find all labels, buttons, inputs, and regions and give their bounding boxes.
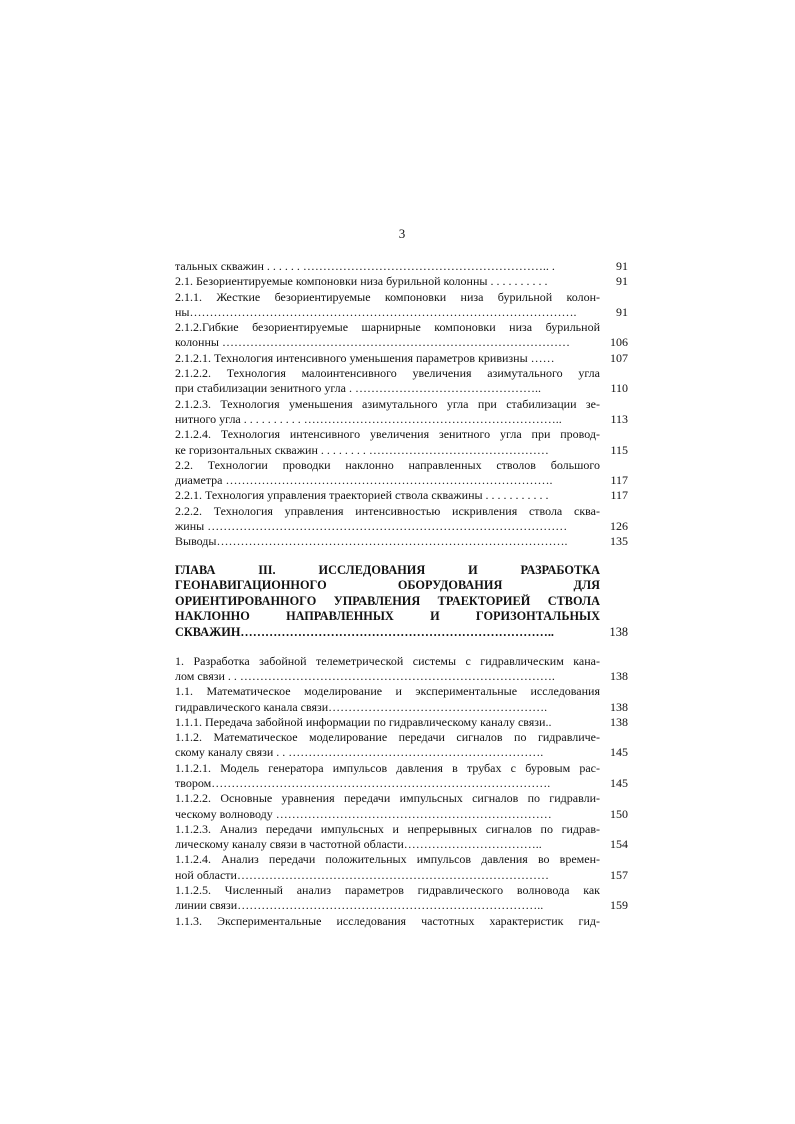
toc-entry-line <box>175 761 630 776</box>
toc-entry-line <box>175 868 630 883</box>
toc-entry-page: 91 <box>616 259 628 273</box>
toc-entry-text: 1.1.2.2. Основные уравнения передачи импульсных сигналов по гидравли- <box>175 791 600 806</box>
toc-entry-page: 113 <box>610 411 628 426</box>
toc-section-a <box>175 259 630 550</box>
toc-entry-text: 1.1. Математическое моделирование и экспериментальные исследования <box>175 684 600 699</box>
toc-entry-page: 138 <box>610 668 628 683</box>
page-number: 3 <box>398 226 406 241</box>
chapter-heading <box>175 563 630 641</box>
toc-entry-line <box>175 715 630 730</box>
toc-entry-text: колонны …………………………………………………………………………… <box>175 335 570 350</box>
toc-entry-line <box>175 274 630 289</box>
toc-entry-line <box>175 534 630 549</box>
toc-entry-line <box>175 776 630 791</box>
toc-entry-page: 138 <box>610 714 628 729</box>
toc-entry-line <box>175 443 630 458</box>
toc-entry-page: 126 <box>610 519 628 534</box>
toc-entry-text: 2.2.2. Технология управления интенсивностью искривления ствола сква- <box>175 503 600 518</box>
toc-entry-text: ке горизонтальных скважин . . . . . . . . ……………………………………… <box>175 442 549 457</box>
toc-entry-text: 1.1.1. Передача забойной информации по гидравлическому каналу связи.. <box>175 714 552 729</box>
toc-entry-line <box>175 504 630 519</box>
chapter-title-last-line <box>175 625 630 641</box>
toc-entry-text: 1.1.2.1. Модель генератора импульсов давления в трубах с буровым рас- <box>175 760 600 775</box>
toc-entry-line <box>175 684 630 699</box>
toc-entry-text: линии связи………………………………………………………………….. <box>175 898 544 913</box>
toc-entry-page: 159 <box>610 898 628 913</box>
toc-entry-line <box>175 745 630 760</box>
toc-entry-line <box>175 807 630 822</box>
toc-entry-text: 2.2.1. Технология управления траекторией ствола скважины . . . . . . . . . . . <box>175 488 549 503</box>
toc-entry-line <box>175 305 630 320</box>
chapter-title-line: ОРИЕНТИРОВАННОГО УПРАВЛЕНИЯ ТРАЕКТОРИЕЙ СТВОЛА <box>175 593 600 608</box>
toc-entry-text: 2.1. Безориентируемые компоновки низа бурильной колонны . . . . . . . . . . <box>175 274 548 289</box>
toc-entry-text: жины ……………………………………………………………………………… <box>175 519 568 534</box>
toc-entry-page: 138 <box>610 699 628 714</box>
toc-entry-text: 2.2. Технологии проводки наклонно направленных стволов большого <box>175 457 600 472</box>
toc-entry-line <box>175 488 630 503</box>
chapter-title-line: ГЕОНАВИГАЦИОННОГО ОБОРУДОВАНИЯ ДЛЯ <box>175 578 600 593</box>
toc-entry-text: Выводы……………………………………………………………………………. <box>175 534 568 549</box>
toc-entry-page: 115 <box>610 442 628 457</box>
toc-entry-text: 1.1.2.5. Численный анализ параметров гидравлического волновода как <box>175 883 600 898</box>
toc-entry-line <box>175 290 630 305</box>
toc-entry-page: 91 <box>616 274 628 289</box>
toc-entry-text: 1.1.3. Экспериментальные исследования частотных характеристик гид- <box>175 913 600 928</box>
toc-entry-line <box>175 397 630 412</box>
toc-entry-line <box>175 730 630 745</box>
toc-entry-page: 106 <box>610 335 628 350</box>
toc-entry-line <box>175 427 630 442</box>
toc-entry-text: нитного угла . . . . . . . . . . ……………………………………………………….. <box>175 411 562 426</box>
toc-entry-line <box>175 822 630 837</box>
toc-entry-page: 145 <box>610 775 628 790</box>
toc-entry-text: 1.1.2.4. Анализ передачи положительных импульсов давления во времен- <box>175 852 600 867</box>
toc-entry-page: 117 <box>610 473 628 488</box>
toc-entry-text: при стабилизации зенитного угла . ……………………………………….. <box>175 381 541 396</box>
toc-entry-line <box>175 351 630 366</box>
toc-entry-line <box>175 837 630 852</box>
toc-entry-text: 2.1.2.2. Технология малоинтенсивного увеличения азимутального угла <box>175 366 600 381</box>
chapter-title-line: НАКЛОННО НАПРАВЛЕННЫХ И ГОРИЗОНТАЛЬНЫХ <box>175 609 600 624</box>
toc-entry-text: ной области…………………………………………………………………… <box>175 867 549 882</box>
toc-entry-text: диаметра ………………………………………………………………………. <box>175 473 553 488</box>
toc-entry-text: гидравлического канала связи………………………………………………. <box>175 699 548 714</box>
toc-entry-text: скому каналу связи . . ………………………………………………………. <box>175 745 544 760</box>
toc-entry-text: 2.1.2.Гибкие безориентируемые шарнирные компоновки низа бурильной <box>175 320 600 335</box>
toc-entry-text: 1.1.2. Математическое моделирование передачи сигналов по гидравличе- <box>175 730 600 745</box>
toc-entry-text: тальных скважин . . . . . . …………………………………………………….. . <box>175 259 555 273</box>
toc-entry-text: твором…………………………………………………………………………. <box>175 775 551 790</box>
toc-entry-text: лическому каналу связи в частотной области…………………………….. <box>175 837 542 852</box>
toc-entry-line <box>175 898 630 913</box>
toc-entry-line <box>175 458 630 473</box>
toc-entry-page: 117 <box>610 488 628 503</box>
toc-entry-line <box>175 852 630 867</box>
toc-entry-text: 1.1.2.3. Анализ передачи импульсных и непрерывных сигналов по гидрав- <box>175 821 600 836</box>
toc-entry-line <box>175 791 630 806</box>
toc-entry-page: 154 <box>610 837 628 852</box>
toc-entry-text: 2.1.2.4. Технология интенсивного увеличения зенитного угла при провод- <box>175 427 600 442</box>
toc-entry-line <box>175 669 630 684</box>
toc-entry-line <box>175 883 630 898</box>
toc-entry-text: 2.1.2.1. Технология интенсивного уменьшения параметров кривизны …… <box>175 350 555 365</box>
toc-entry-line <box>175 519 630 534</box>
toc-entry-line <box>175 654 630 669</box>
toc-entry-line <box>175 914 630 929</box>
toc-entry-page: 150 <box>610 806 628 821</box>
table-of-contents <box>175 259 630 929</box>
toc-entry-page: 91 <box>616 304 628 319</box>
toc-entry-line <box>175 700 630 715</box>
toc-entry-page: 110 <box>610 381 628 396</box>
toc-entry-line <box>175 259 630 274</box>
toc-entry-text: 1. Разработка забойной телеметрической системы с гидравлическим кана- <box>175 653 600 668</box>
toc-entry-page: 157 <box>610 867 628 882</box>
toc-entry-line <box>175 412 630 427</box>
chapter-title-line: ГЛАВА III. ИССЛЕДОВАНИЯ И РАЗРАБОТКА <box>175 562 600 577</box>
toc-entry-page: 145 <box>610 745 628 760</box>
toc-entry-text: ческому волноводу …………………………………………………………… <box>175 806 552 821</box>
toc-entry-page: 135 <box>610 534 628 549</box>
toc-entry-line <box>175 320 630 335</box>
toc-entry-line <box>175 473 630 488</box>
toc-entry-line <box>175 366 630 381</box>
toc-entry-text: 2.1.1. Жесткие безориентируемые компоновки низа бурильной колон- <box>175 289 600 304</box>
toc-entry-text: 2.1.2.3. Технология уменьшения азимутального угла при стабилизации зе- <box>175 396 600 411</box>
toc-entry-text: лом связи . . ……………………………………………………………………. <box>175 668 555 683</box>
toc-entry-page: 107 <box>610 350 628 365</box>
toc-entry-line <box>175 381 630 396</box>
toc-entry-line <box>175 335 630 350</box>
toc-entry-text: ны……………………………………………………………………………………. <box>175 304 577 319</box>
chapter-page: 138 <box>609 625 628 640</box>
toc-section-b <box>175 654 630 929</box>
chapter-title-text: СКВАЖИН………………………………………………………………….. <box>175 625 554 640</box>
